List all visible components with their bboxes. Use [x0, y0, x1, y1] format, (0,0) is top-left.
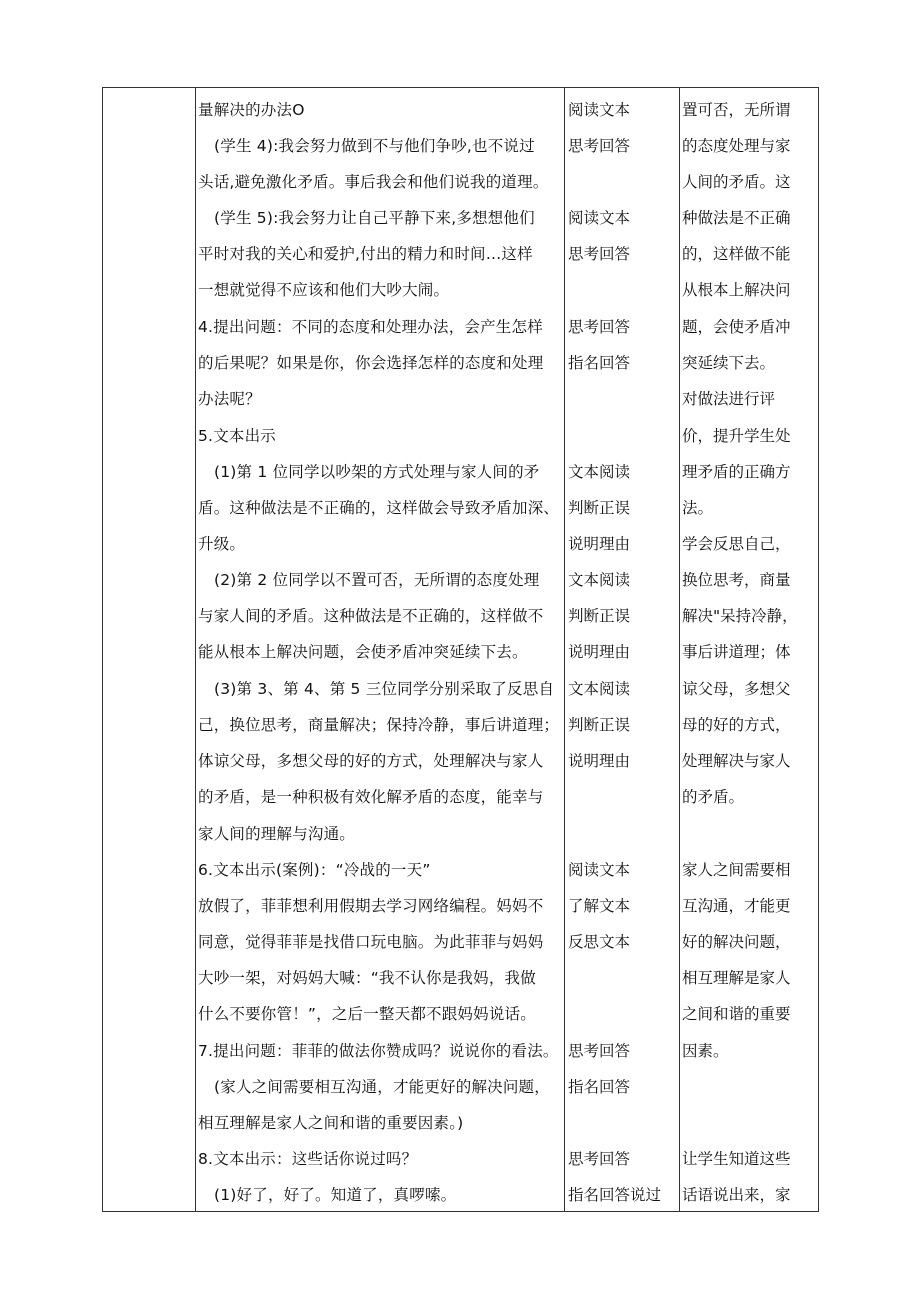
intent-line: 法。 [682, 499, 714, 517]
teaching-content-column [196, 88, 564, 1211]
content-line: 放假了，菲菲想利用假期去学习网络编程。妈妈不 [198, 897, 544, 915]
activity-line: 说明理由 [568, 752, 631, 770]
intent-line: 种做法是不正确 [682, 209, 791, 227]
activity-line: 阅读文本 [568, 209, 631, 227]
activity-line: 判断正误 [568, 499, 631, 517]
content-line: 同意，觉得菲菲是找借口玩电脑。为此菲菲与妈妈 [198, 933, 544, 951]
activity-line: 反思文本 [568, 933, 631, 951]
content-line: 一想就觉得不应该和他们大吵大闹。 [198, 281, 450, 299]
content-line: (学生 5):我会努力让自己平静下来,多想想他们 [214, 209, 535, 227]
activity-line: 说明理由 [568, 535, 631, 553]
activity-line: 思考回答 [568, 318, 631, 336]
activity-line: 文本阅读 [568, 463, 631, 481]
activity-line: 文本阅读 [568, 680, 631, 698]
intent-line: 学会反思自己， [682, 535, 791, 553]
content-line: 的后果呢？如果是你，你会选择怎样的态度和处理 [198, 354, 544, 372]
content-line: 5.文本出示 [198, 427, 276, 445]
lesson-table [102, 87, 819, 1212]
activity-line: 思考回答 [568, 137, 631, 155]
content-line: 平时对我的关心和爱护,付出的精力和时间…这样 [198, 245, 533, 263]
content-line: (家人之间需要相互沟通，才能更好的解决问题， [214, 1078, 550, 1096]
intent-line: 处理解决与家人 [682, 752, 791, 770]
intent-line: 价，提升学生处 [682, 427, 791, 445]
activity-line: 文本阅读 [568, 571, 631, 589]
activity-line: 判断正误 [568, 607, 631, 625]
intent-line: 相互理解是家人 [682, 969, 791, 987]
content-line: 家人间的理解与沟通。 [198, 825, 356, 843]
content-line: (1)第 1 位同学以吵架的方式处理与家人间的矛 [214, 463, 540, 481]
content-line: 4.提出问题：不同的态度和处理办法，会产生怎样 [198, 318, 543, 336]
content-line: (1)好了，好了。知道了，真啰嗦。 [214, 1186, 457, 1204]
intent-line: 之间和谐的重要 [682, 1005, 791, 1023]
content-line: 大吵一架，对妈妈大喊：“我不认你是我妈，我做 [198, 969, 536, 987]
content-line: 升级。 [198, 535, 246, 553]
activity-line: 阅读文本 [568, 861, 631, 879]
activity-line: 指名回答说过 [568, 1186, 662, 1204]
intent-line: 让学生知道这些 [682, 1150, 791, 1168]
content-line: (3)第 3、第 4、第 5 三位同学分别采取了反思自 [214, 680, 555, 698]
intent-line: 换位思考，商量 [682, 571, 791, 589]
content-line: 相互理解是家人之间和谐的重要因素。) [198, 1114, 464, 1132]
activity-line: 指名回答 [568, 1078, 631, 1096]
content-line: 什么不要你管！”，之后一整天都不跟妈妈说话。 [198, 1005, 536, 1023]
intent-line: 事后讲道理；体 [682, 643, 791, 661]
intent-line: 话语说出来，家 [682, 1186, 791, 1204]
content-line: 8.文本出示：这些话你说过吗？ [198, 1150, 418, 1168]
activity-line: 思考回答 [568, 1150, 631, 1168]
content-line: 7.提出问题：菲菲的做法你赞成吗？说说你的看法。 [198, 1042, 559, 1060]
intent-line: 母的好的方式， [682, 716, 791, 734]
intent-line: 的态度处理与家 [682, 137, 791, 155]
content-line: 头话,避免激化矛盾。事后我会和他们说我的道理。 [198, 173, 549, 191]
intent-line: 的矛盾。 [682, 788, 745, 806]
content-line: 己，换位思考，商量解决；保持冷静，事后讲道理； [198, 716, 560, 734]
content-line: 6.文本出示(案例)：“冷战的一天” [198, 861, 431, 879]
content-line: 量解决的办法O [198, 101, 305, 119]
intent-line: 谅父母，多想父 [682, 680, 791, 698]
intent-line: 人间的矛盾。这 [682, 173, 791, 191]
activity-line: 阅读文本 [568, 101, 631, 119]
intent-line: 解决"呆持冷静， [682, 607, 798, 625]
intent-line: 因素。 [682, 1042, 729, 1060]
intent-line: 理矛盾的正确方 [682, 463, 791, 481]
content-line: 的矛盾，是一种积极有效化解矛盾的态度，能幸与 [198, 788, 544, 806]
student-activity-column [565, 88, 678, 1211]
activity-line: 思考回答 [568, 245, 631, 263]
intent-line: 对做法进行评 [682, 390, 776, 408]
activity-line: 判断正误 [568, 716, 631, 734]
content-line: 办法呢？ [198, 390, 261, 408]
content-line: 盾。这种做法是不正确的，这样做会导致矛盾加深、 [198, 499, 560, 517]
intent-line: 突延续下去。 [682, 354, 776, 372]
content-line: 体谅父母，多想父母的好的方式，处理解决与家人 [198, 752, 544, 770]
intent-line: 家人之间需要相 [682, 861, 791, 879]
content-line: (2)第 2 位同学以不置可否，无所谓的态度处理 [214, 571, 540, 589]
intent-line: 从根本上解决问 [682, 281, 791, 299]
content-line: 能从根本上解决问题，会使矛盾冲突延续下去。 [198, 643, 528, 661]
content-line: (学生 4):我会努力做到不与他们争吵,也不说过 [214, 137, 535, 155]
activity-line: 思考回答 [568, 1042, 631, 1060]
design-intent-column [680, 88, 818, 1211]
intent-line: 的，这样做不能 [682, 245, 791, 263]
intent-line: 题，会使矛盾冲 [682, 318, 791, 336]
activity-line: 了解文本 [568, 897, 631, 915]
activity-line: 说明理由 [568, 643, 631, 661]
intent-line: 置可否，无所谓 [682, 101, 791, 119]
intent-line: 互沟通，才能更 [682, 897, 791, 915]
activity-line: 指名回答 [568, 354, 631, 372]
content-line: 与家人间的矛盾。这种做法是不正确的，这样做不 [198, 607, 544, 625]
intent-line: 好的解决问题， [682, 933, 791, 951]
